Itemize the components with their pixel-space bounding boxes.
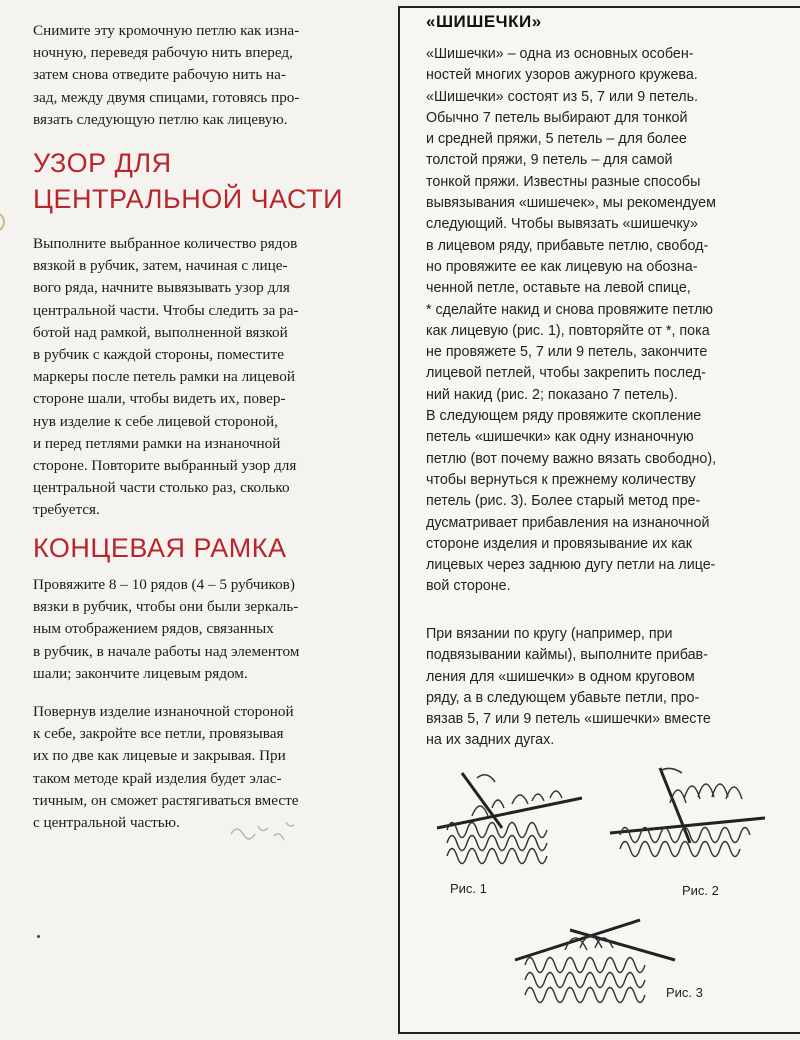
sidebar-line: на их задних дугах. [426, 732, 555, 749]
figure-1-caption: Рис. 1 [450, 881, 487, 896]
sidebar-line: ностей многих узоров ажурного кружева. [426, 67, 698, 84]
sidebar-line: стороне изделия и провязывание их как [426, 535, 692, 552]
end-border-line: шали; закончите лицевым рядом. [33, 664, 248, 682]
sidebar-line: и средней пряжи, 5 петель – для более [426, 131, 687, 148]
knitting-needles-illustration-icon [600, 763, 770, 873]
end-border-line: с центральной частью. [33, 814, 180, 832]
heading-line: ЦЕНТРАЛЬНОЙ ЧАСТИ [33, 184, 344, 214]
sidebar-line: не провяжете 5, 7 или 9 петель, закончите [426, 344, 708, 361]
intro-paragraph [33, 20, 299, 131]
sidebar-line: петель «шишечки» как одну изнаночную [426, 429, 694, 446]
central-line: Выполните выбранное количество рядов [33, 235, 298, 252]
sidebar-line: вой стороне. [426, 578, 511, 595]
sidebar-line: «Шишечки» – одна из основных особен- [426, 46, 694, 62]
sidebar-line: толстой пряжи, 9 петель – для самой [426, 152, 673, 169]
sidebar-line: в лицевом ряду, прибавьте петлю, свобод- [426, 237, 709, 254]
central-line: стороне. Повторите выбранный узор для [33, 457, 297, 475]
figure-2 [600, 763, 770, 873]
central-line: ботой над рамкой, выполненной вязкой [33, 323, 288, 341]
sidebar-paragraph-2 [426, 624, 796, 752]
page-edge-mark [0, 210, 10, 234]
sidebar-line: Обычно 7 петель выбирают для тонкой [426, 109, 688, 126]
end-border-line: вязки в рубчик, чтобы они были зеркаль- [33, 598, 299, 616]
sidebar-line: вязав 5, 7 или 9 петель «шишечки» вместе [426, 711, 711, 728]
sidebar-line: лицевых через заднюю дугу петли на лице- [426, 557, 716, 574]
bobbles-sidebar-box [398, 6, 800, 1034]
sidebar-line: ний накид (рис. 2; показано 7 петель). [426, 386, 678, 403]
figure-3 [510, 910, 680, 1010]
sidebar-line: петель (рис. 3). Более старый метод пре- [426, 493, 701, 510]
intro-line: Снимите эту кромочную петлю как изна- [33, 22, 300, 39]
sidebar-line: ченной петле, оставьте на левой спице, [426, 280, 691, 297]
end-border-line: тичным, он сможет растягиваться вместе [33, 791, 299, 809]
sidebar-line: В следующем ряду провяжите скопление [426, 408, 702, 425]
sidebar-line: вывязывания «шишечек», мы рекомендуем [426, 195, 716, 212]
smudge-mark [226, 812, 306, 857]
central-line: требуется. [33, 501, 100, 519]
sidebar-line: чтобы вернуться к прежнему количеству [426, 471, 696, 488]
figure-2-caption: Рис. 2 [682, 883, 719, 898]
intro-line: вязать следующую петлю как лицевую. [33, 110, 288, 128]
heading-central-pattern [33, 145, 343, 217]
stray-dot [37, 935, 40, 938]
central-line: центральной части столько раз, сколько [33, 479, 290, 497]
sidebar-title: «ШИШЕЧКИ» [426, 12, 542, 31]
central-line: центральной части. Чтобы следить за ра- [33, 301, 299, 319]
figure-3-caption: Рис. 3 [666, 985, 703, 1000]
central-line: вязкой в рубчик, затем, начиная с лице- [33, 257, 288, 275]
end-border-line: Повернув изделие изнаночной стороной [33, 703, 294, 720]
sidebar-line: дусматривает прибавления на изнаночной [426, 514, 710, 531]
sidebar-paragraph-1 [426, 44, 796, 598]
end-border-line: их по две как лицевые и закрывая. При [33, 747, 286, 765]
sidebar-line: лицевой петлей, чтобы закрепить послед- [426, 365, 706, 382]
sidebar-line: «Шишечки» состоят из 5, 7 или 9 петель. [426, 88, 698, 105]
intro-line: зад, между двумя спицами, готовясь про- [33, 88, 300, 106]
end-border-paragraph-1 [33, 574, 299, 685]
intro-line: ночную, переведя рабочую нить вперед, [33, 44, 293, 62]
sidebar-line: следующий. Чтобы вывязать «шишечку» [426, 216, 699, 233]
knitting-needles-illustration-icon [432, 768, 592, 868]
figure-1 [432, 768, 592, 868]
sidebar-line: как лицевую (рис. 1), повторяйте от *, пока [426, 322, 710, 339]
end-border-line: ным отображением рядов, связанных [33, 620, 274, 638]
end-border-line: к себе, закройте все петли, провязывая [33, 725, 284, 743]
sidebar-line: ления для «шишечки» в одном круговом [426, 668, 695, 685]
sidebar-line: * сделайте накид и снова провяжите петлю [426, 301, 714, 318]
central-line: маркеры после петель рамки на лицевой [33, 368, 295, 386]
end-border-line: в рубчик, в начале работы над элементом [33, 642, 300, 660]
central-line: в рубчик с каждой стороны, поместите [33, 346, 284, 364]
sidebar-line: но провяжите ее как лицевую на обозна- [426, 258, 698, 275]
heading-end-border: КОНЦЕВАЯ РАМКА [33, 533, 287, 563]
central-line: стороне шали, чтобы видеть их, повер- [33, 390, 286, 408]
sidebar-line: подвязывании каймы), выполните прибав- [426, 647, 708, 664]
knitting-needles-illustration-icon [510, 910, 680, 1010]
heading-line: УЗОР ДЛЯ [33, 148, 172, 178]
end-border-line: Провяжите 8 – 10 рядов (4 – 5 рубчиков) [33, 576, 295, 593]
sidebar-line: ряду, а в следующем убавьте петли, про- [426, 689, 700, 706]
central-line: и перед петлями рамки на изнаночной [33, 434, 281, 452]
central-line: вого ряда, начните вывязывать узор для [33, 279, 290, 297]
sidebar-line: тонкой пряжи. Известны разные способы [426, 173, 701, 190]
intro-line: затем снова отведите рабочую нить на- [33, 66, 286, 84]
end-border-line: таком методе край изделия будет элас- [33, 769, 282, 787]
central-pattern-paragraph [33, 233, 299, 522]
central-line: нув изделие к себе лицевой стороной, [33, 412, 278, 430]
sidebar-line: При вязании по кругу (например, при [426, 626, 673, 642]
sidebar-line: петлю (вот почему важно вязать свободно), [426, 450, 717, 467]
